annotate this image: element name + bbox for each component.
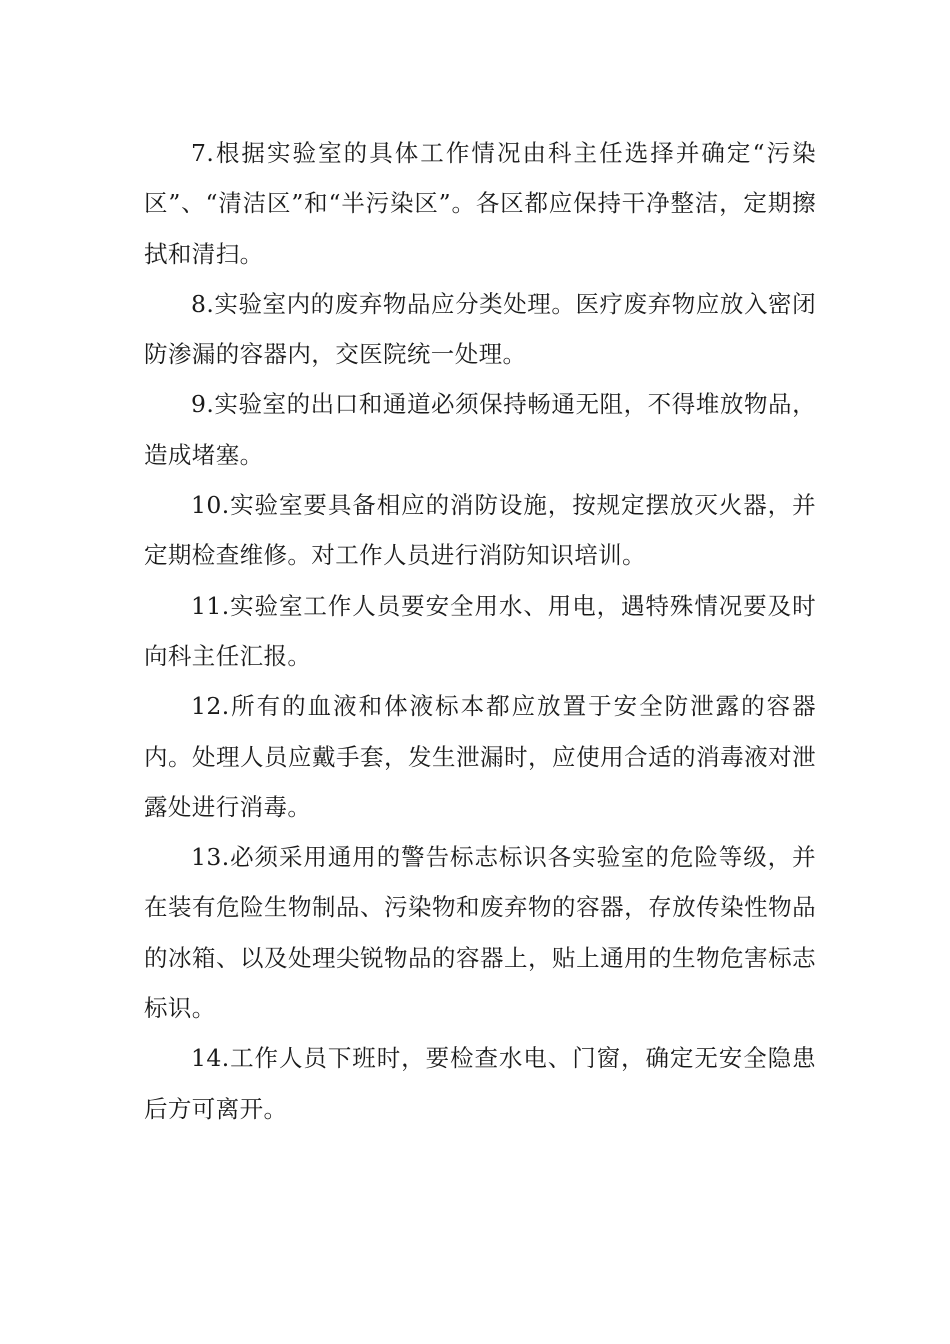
paragraph-item-9: 9.实验室的出口和通道必须保持畅通无阻，不得堆放物品，造成堵塞。: [144, 390, 816, 469]
paragraph-item-12: 12.所有的血液和体液标本都应放置于安全防泄露的容器内。处理人员应戴手套，发生泄漏时，应使用合适的消毒液对泄露处进行消毒。: [144, 692, 816, 821]
paragraph-item-8: 8.实验室内的废弃物品应分类处理。医疗废弃物应放入密闭防渗漏的容器内，交医院统一处理。: [144, 289, 816, 369]
paragraph-item-11: 11.实验室工作人员要安全用水、用电，遇特殊情况要及时向科主任汇报。: [144, 591, 816, 670]
paragraph-item-13: 13.必须采用通用的警告标志标识各实验室的危险等级，并在装有危险生物制品、污染物和废弃物的容器，存放传染性物品的冰箱、以及处理尖锐物品的容器上，贴上通用的生物危害标志标识。: [144, 843, 816, 1023]
paragraph-item-10: 10.实验室要具备相应的消防设施，按规定摆放灭火器，并定期检查维修。对工作人员进行消防知识培训。: [144, 491, 816, 570]
paragraph-item-14: 14.工作人员下班时，要检查水电、门窗，确定无安全隐患后方可离开。: [144, 1044, 816, 1123]
paragraph-item-7: 7.根据实验室的具体工作情况由科主任选择并确定“污染区”、“清洁区”和“半污染区”。各区都应保持干净整洁，定期擦拭和清扫。: [144, 139, 816, 268]
document-body: [144, 128, 816, 1134]
